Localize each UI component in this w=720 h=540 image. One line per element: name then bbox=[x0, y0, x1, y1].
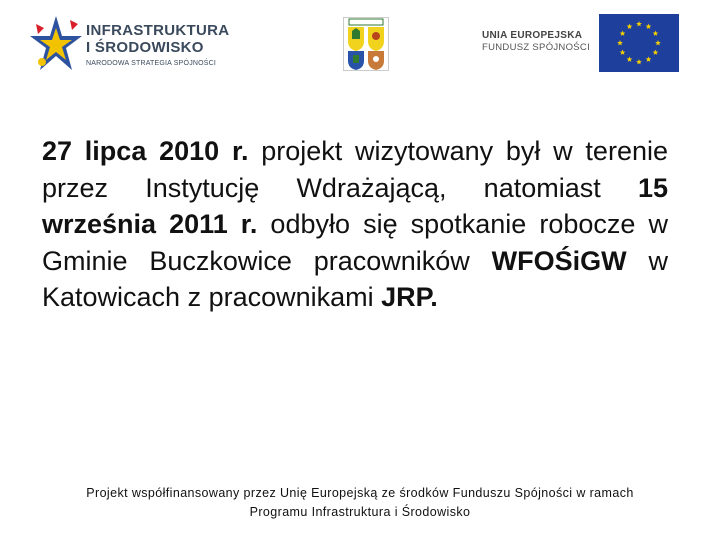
eu-line-1: UNIA EUROPEJSKA bbox=[482, 30, 583, 41]
footer-line-2: Programu Infrastruktura i Środowisko bbox=[249, 505, 471, 519]
logo-line-1: INFRASTRUKTURA bbox=[86, 22, 230, 39]
star-logo-icon bbox=[30, 14, 82, 74]
second-text: odbyło się spotkanie robocze w Gminie Buczkowice pracowników bbox=[42, 209, 668, 276]
org-wfosigw: WFOŚiGW bbox=[491, 245, 627, 276]
main-text bbox=[42, 133, 668, 316]
coat-of-arms-icon bbox=[343, 17, 389, 71]
eu-line-2: FUNDUSZ SPÓJNOŚCI bbox=[482, 42, 591, 53]
logo-line-3: NARODOWA STRATEGIA SPÓJNOŚCI bbox=[86, 60, 217, 67]
infrastructure-logo bbox=[30, 14, 240, 74]
first-text: projekt wizytowany był w terenie przez Instytucję Wdrażającą, natomiast bbox=[42, 136, 668, 203]
eu-flag-icon bbox=[599, 14, 679, 72]
org-jrp: JRP. bbox=[381, 282, 438, 312]
footer-line-1: Projekt współfinansowany przez Unię Europejską ze środków Funduszu Spójności w ramach bbox=[86, 486, 634, 500]
logo-line-2: I ŚRODOWISKO bbox=[86, 39, 204, 56]
second-date: 15 września 2011 r. bbox=[42, 172, 668, 239]
footer bbox=[0, 484, 720, 522]
first-date: 27 lipca 2010 r. bbox=[42, 136, 249, 166]
third-text: w Katowicach z pracownikami bbox=[42, 245, 668, 312]
